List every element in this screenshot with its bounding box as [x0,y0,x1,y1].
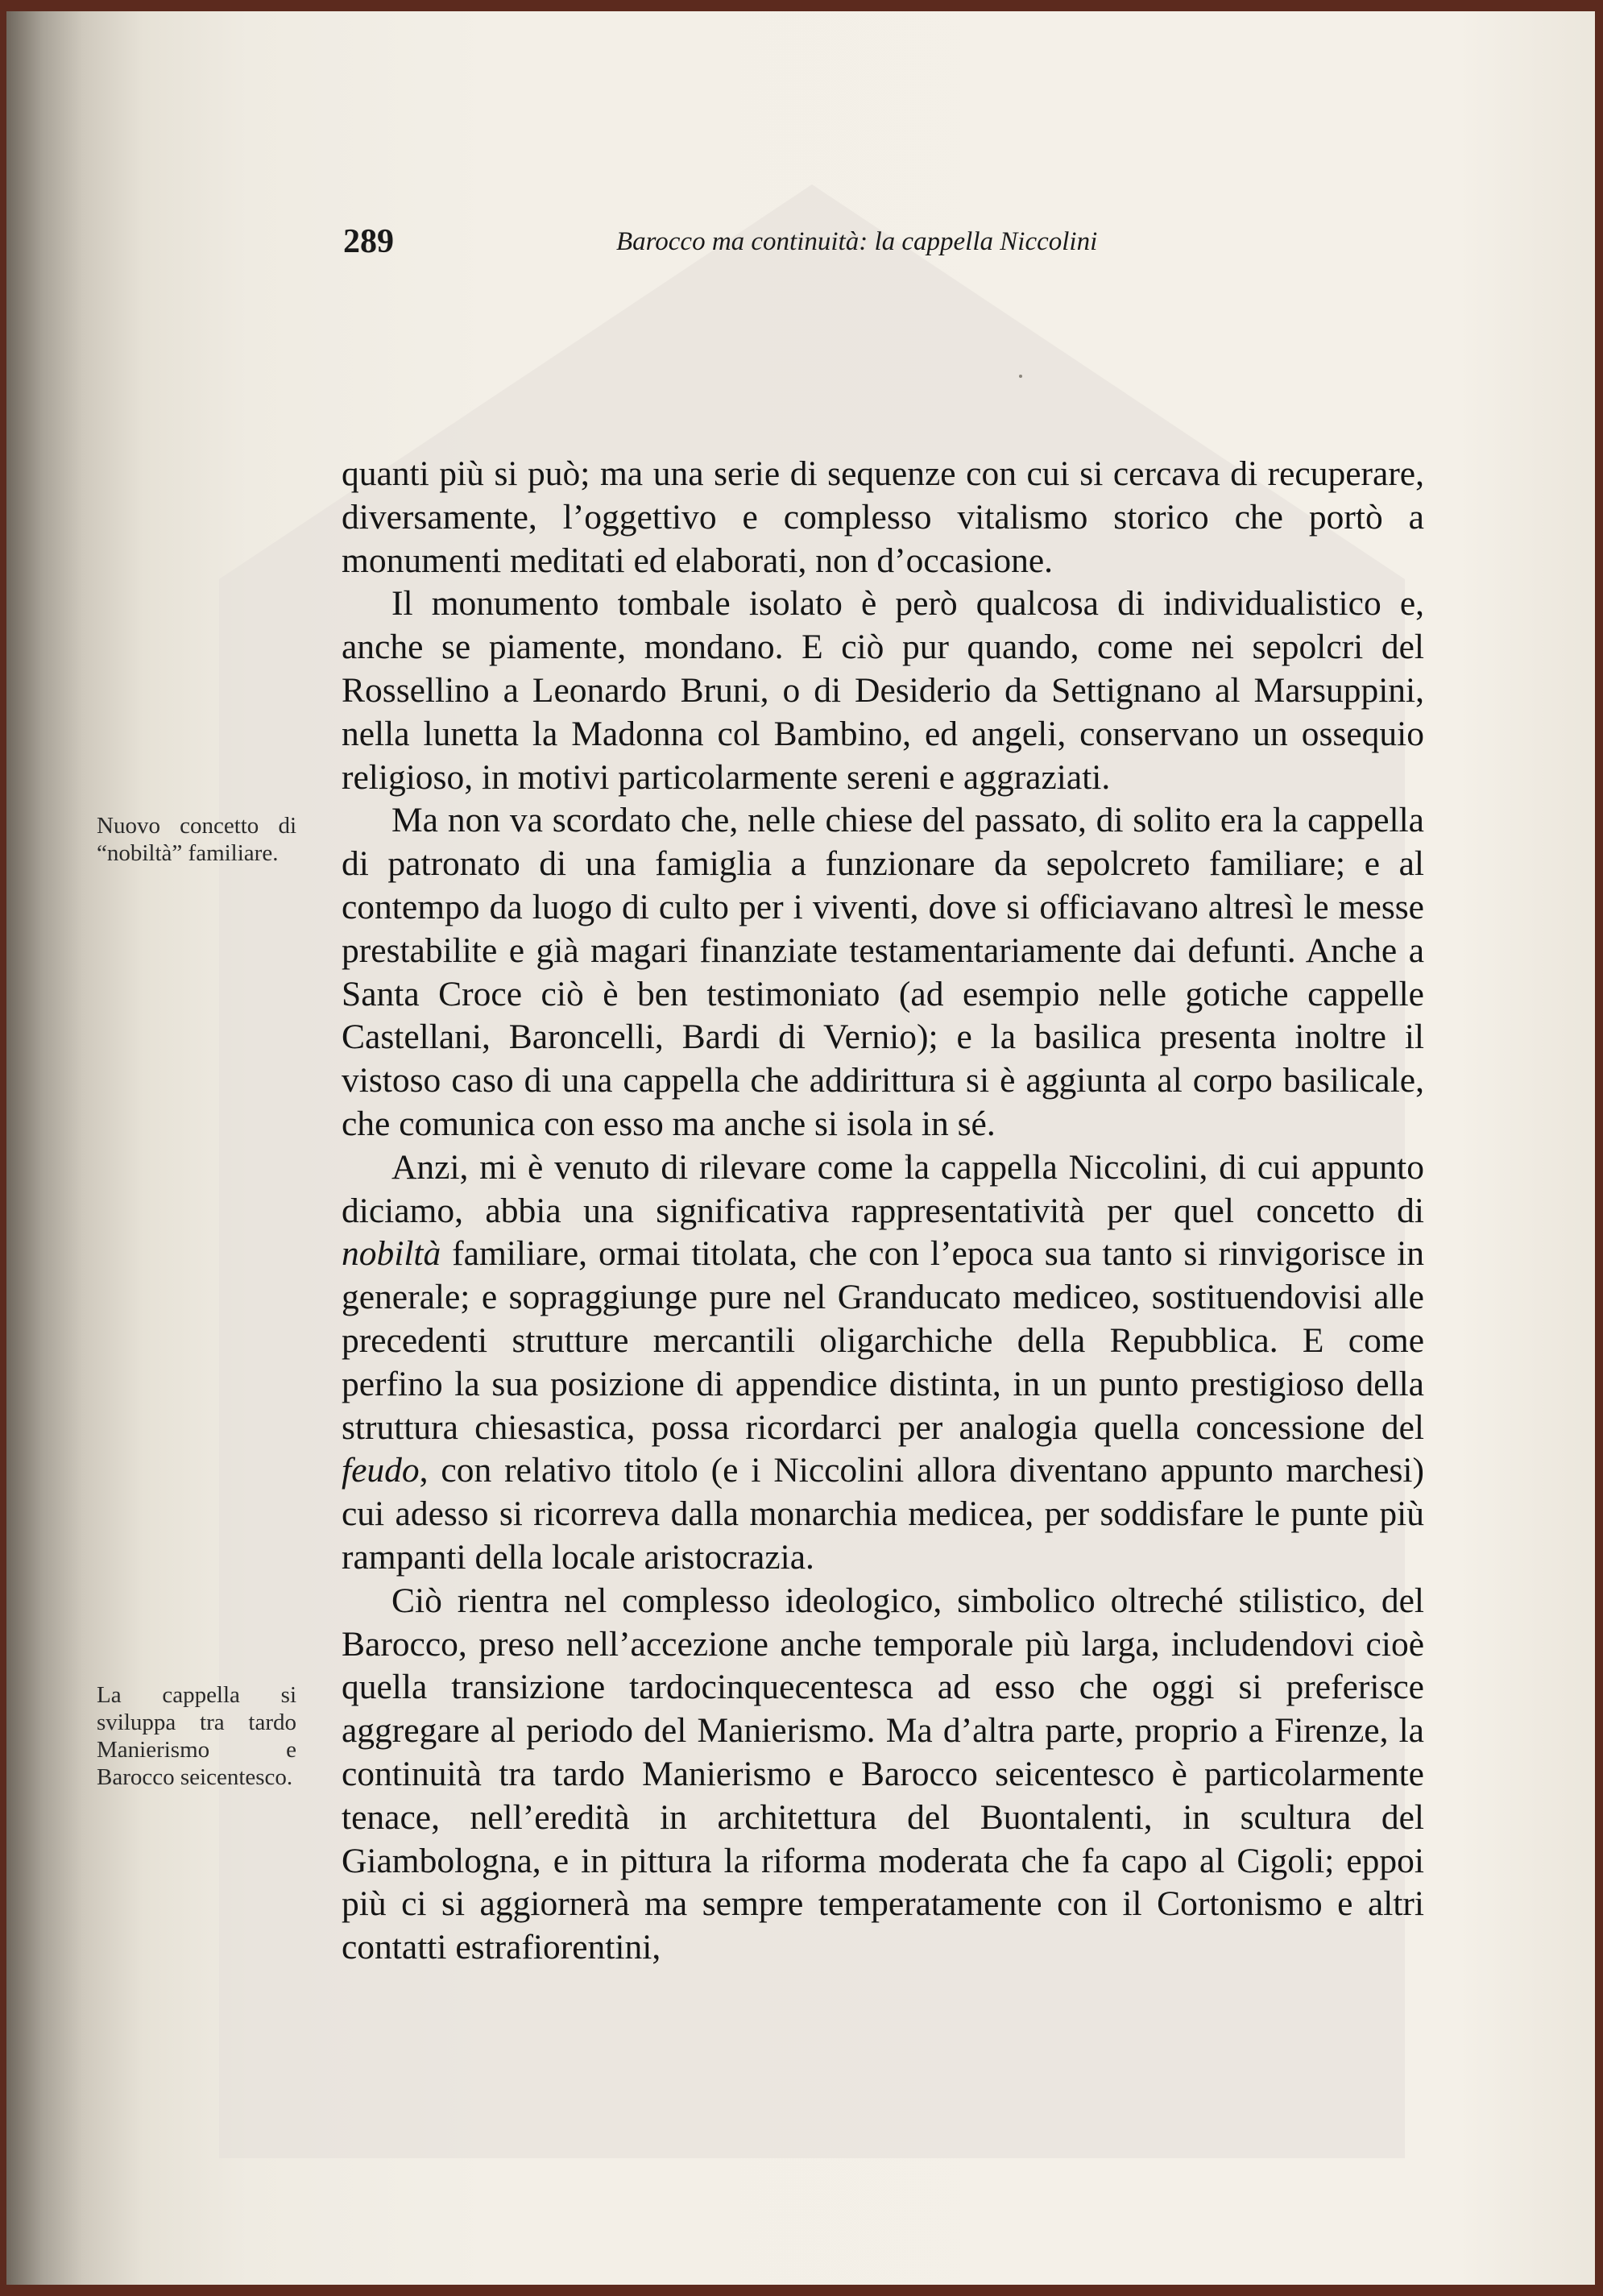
paper-speck [1019,375,1022,378]
book-page [6,11,1595,2285]
text-run: familiare, ormai titolata, che con l’epoca sua tanto si rinvigorisce in generale; e sopraggiunge pure nel Granducato mediceo, sostituendovisi alle precedenti strutture mercantili oligarchiche della Repubblica. E come perfino la sua posizione di appendice distinta, in un punto prestigioso della struttura chiesastica, possa ricordarci per analogia quella concessione del [342,1234,1424,1447]
text-run: Anzi, mi è venuto di rilevare come la cappella Niccolini, di cui appunto diciamo, abbia una significativa rappresentatività per quel concetto di [342,1147,1424,1230]
running-head: Barocco ma continuità: la cappella Niccolini [616,227,1098,256]
paragraph: Ma non va scordato che, nelle chiese del passato, di solito era la cappella di patronato di una famiglia a funzionare da sepolcreto familiare; e al contempo da luogo di culto per i viventi, dove si officiavano altresì le messe prestabilite e già magari finanziate testamentariamente dai defunti. Anche a Santa Croce ciò è ben testimoniato (ad esempio nelle gotiche cappelle Castellani, Baroncelli, Bardi di Vernio); e la basilica presenta inoltre il vistoso caso di una cappella che addirittura si è aggiunta al corpo basilicale, che comunica con esso ma anche si isola in sé. [342,801,1424,1143]
italic-term: nobiltà [342,1234,441,1274]
italic-term: feudo [342,1451,420,1490]
body-text [342,453,1424,1970]
page-number: 289 [343,223,394,260]
paragraph: quanti più si può; ma una serie di sequenze con cui si cercava di recuperare, diversamente, l’oggettivo e complesso vitalismo storico che portò a monumenti meditati ed elaborati, non d’occasione. [342,454,1424,580]
paragraph: Il monumento tombale isolato è però qualcosa di individualistico e, anche se piamente, mondano. E ciò pur quando, come nei sepolcri del Rossellino a Leonardo Bruni, o di Desiderio da Settignano al Marsuppini, nella lunetta la Madonna col Bambino, ed angeli, conservano un ossequio religioso, in motivi particolarmente sereni e aggraziati. [342,584,1424,797]
marginal-note: La cappella si sviluppa tra tardo Manierismo e Barocco seicentesco. [97,1682,296,1790]
paragraph [342,1146,1424,1580]
paragraph: Ciò rientra nel complesso ideologico, simbolico oltreché stilistico, del Barocco, preso nell’accezione anche temporale più larga, includendovi cioè quella transizione tardocinquecentesca ad esso che oggi si preferisce aggregare al periodo del Manierismo. Ma d’altra parte, proprio a Firenze, la continuità tra tardo Manierismo e Barocco seicentesco è particolarmente tenace, nell’eredità in architettura del Buontalenti, in scultura del Giambologna, e in pittura la riforma moderata che fa capo al Cigoli; eppoi più ci si aggiornerà ma sempre temperatamente con il Cortonismo e altri contatti estrafiorentini, [342,1581,1424,1967]
text-run: , con relativo titolo (e i Niccolini allora diventano appunto marchesi) cui adesso si ricorreva dalla monarchia medicea, per soddisfare le punte più rampanti della locale aristocrazia. [342,1451,1424,1577]
page-header [6,222,1595,271]
marginal-note: Nuovo concetto di “nobiltà” familiare. [97,813,296,866]
